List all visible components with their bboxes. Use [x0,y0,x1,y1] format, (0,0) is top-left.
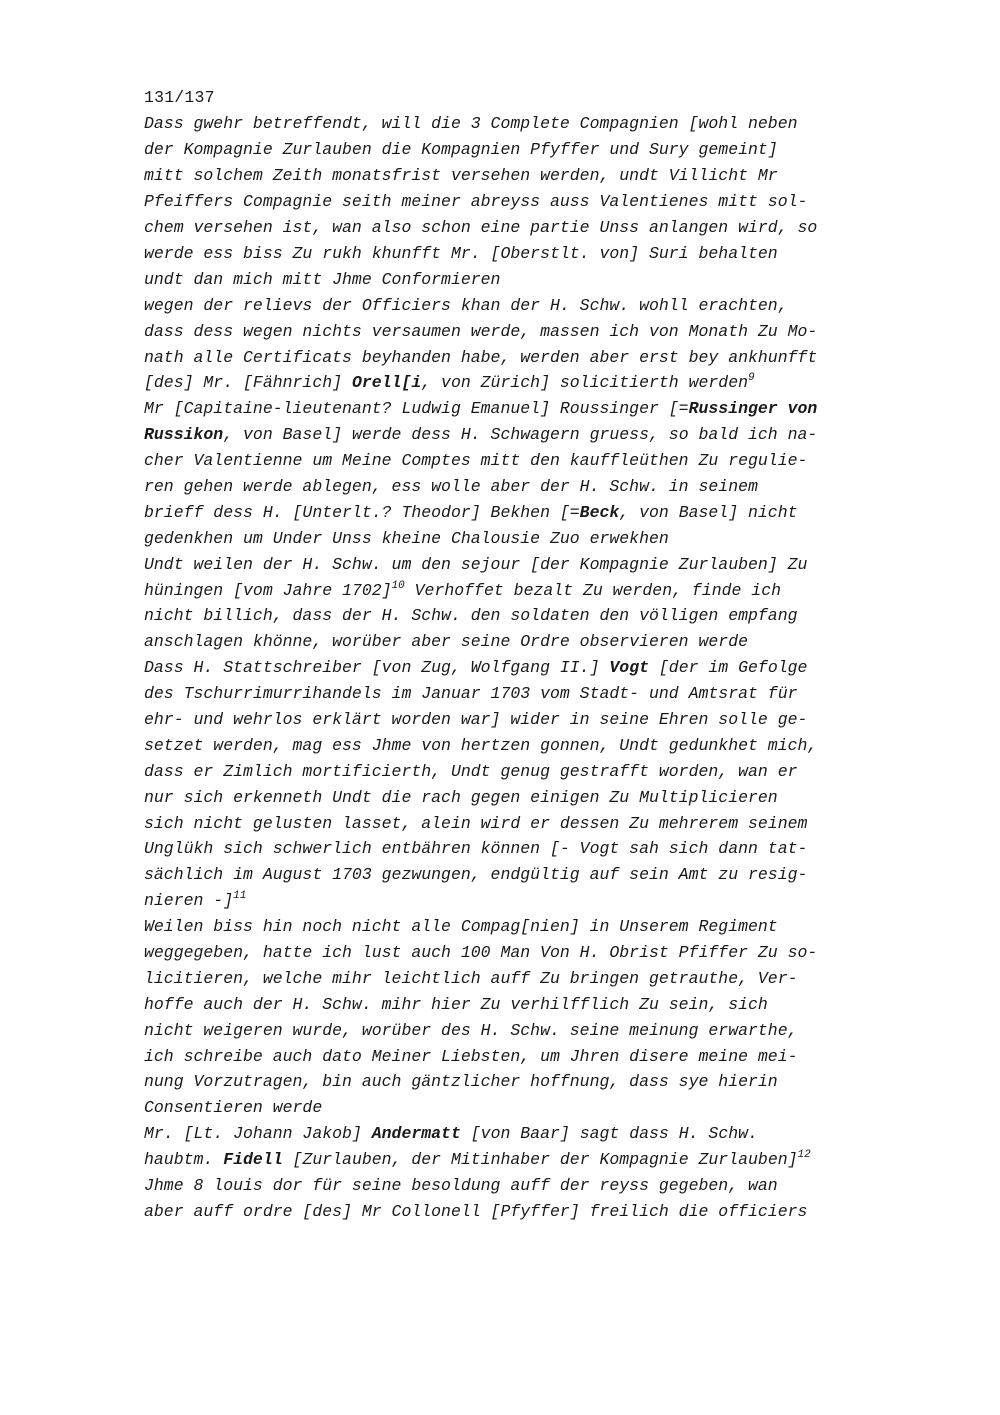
text-segment: Undt weilen der H. Schw. um den sejour [der Kompagnie Zurlauben] Zu [144,554,808,574]
text-line [144,759,914,785]
text-segment: dass dess wegen nichts versaumen werde, massen ich von Monath Zu Mo- [144,321,818,341]
text-segment: , von Zürich] solicitierth werden [421,373,749,393]
text-segment: licitieren, welche mihr leichtlich auff Zu bringen getrauthe, Ver- [144,968,798,988]
text-segment: haubtm. [144,1150,224,1170]
text-line [144,862,914,888]
text-segment: chem versehen ist, wan also schon eine partie Unss anlangen wird, so [144,218,818,238]
text-segment: Mr [Capitaine-lieutenant? Ludwig Emanuel] Roussinger [= [144,399,689,419]
letter-transcription [144,85,914,1225]
footnote-marker: 9 [748,372,755,385]
text-line [144,1018,914,1044]
bold-name: Andermatt [371,1124,461,1144]
text-line [144,578,914,604]
text-segment: nicht billich, dass der H. Schw. den soldaten den völligen empfang [144,606,798,626]
text-segment: Consentieren werde [144,1098,323,1118]
text-segment: hoffe auch der H. Schw. mihr hier Zu verhilfflich Zu sein, sich [144,994,768,1014]
text-line [144,319,914,345]
text-line [144,733,914,759]
text-line [144,396,914,422]
text-line [144,163,914,189]
text-segment: aber auff ordre [des] Mr Collonell [Pfyffer] freilich die officiers [144,1201,808,1221]
text-line [144,422,914,448]
text-line [144,370,914,396]
text-line [144,707,914,733]
text-segment: [von Baar] sagt dass H. Schw. [460,1124,758,1144]
text-line [144,1044,914,1070]
text-line [144,888,914,914]
footnote-marker: 12 [797,1149,811,1162]
text-segment: hüningen [vom Jahre 1702] [144,580,392,600]
text-line [144,992,914,1018]
text-line [144,681,914,707]
text-segment: [des] Mr. [Fähnrich] [144,373,352,393]
text-segment: Dass gwehr betreffendt, will die 3 Complete Compagnien [wohl neben [144,114,798,134]
text-line [144,500,914,526]
text-line [144,655,914,681]
text-segment: setzet werden, mag ess Jhme von hertzen gonnen, Undt gedunkhet mich, [144,735,818,755]
text-line [144,215,914,241]
text-line [144,1069,914,1095]
text-line [144,1199,914,1225]
text-line [144,1147,914,1173]
text-segment: anschlagen khönne, worüber aber seine Ordre observieren werde [144,632,748,652]
text-line [144,241,914,267]
text-line [144,552,914,578]
text-line [144,836,914,862]
bold-name: Fidell [223,1150,283,1170]
text-segment: gedenkhen um Under Unss kheine Chalousie Zuo erwekhen [144,528,669,548]
text-line [144,629,914,655]
text-segment: werde ess biss Zu rukh khunfft Mr. [Oberstlt. von] Suri behalten [144,243,778,263]
text-line [144,940,914,966]
text-segment: sich nicht gelusten lasset, alein wird er dessen Zu mehrerem seinem [144,813,808,833]
text-segment: dass er Zimlich mortificierth, Undt genug gestrafft worden, wan er [144,761,798,781]
text-line [144,914,914,940]
text-line [144,345,914,371]
transcription-body [144,111,914,1224]
text-line [144,526,914,552]
footnote-marker: 11 [233,890,247,903]
text-segment: nicht weigeren wurde, worüber des H. Schw. seine meinung erwarthe, [144,1020,798,1040]
text-segment: der Kompagnie Zurlauben die Kompagnien Pfyffer und Sury gemeint] [144,140,778,160]
text-segment: Mr. [Lt. Johann Jakob] [144,1124,372,1144]
text-segment: ren gehen werde ablegen, ess wolle aber der H. Schw. in seinem [144,476,758,496]
text-segment: ehr- und wehrlos erklärt worden war] wider in seine Ehren solle ge- [144,709,808,729]
text-segment: Weilen biss hin noch nicht alle Compag[nien] in Unserem Regiment [144,917,778,937]
text-segment: cher Valentienne um Meine Comptes mitt den kauffleüthen Zu regulie- [144,451,808,471]
bold-name: Russinger von [688,399,818,419]
text-line [144,966,914,992]
text-segment: sächlich im August 1703 gezwungen, endgültig auf sein Amt zu resig- [144,865,808,885]
text-segment: nieren -] [144,891,234,911]
text-line [144,474,914,500]
text-segment: ich schreibe auch dato Meiner Liebsten, um Jhren disere meine mei- [144,1046,798,1066]
text-segment: nath alle Certificats beyhanden habe, werden aber erst bey ankhunfft [144,347,818,367]
text-segment: [Zurlauben, der Mitinhaber der Kompagnie Zurlauben] [282,1150,798,1170]
text-line [144,811,914,837]
text-segment: nur sich erkenneth Undt die rach gegen einigen Zu Multiplicieren [144,787,778,807]
text-line [144,1173,914,1199]
text-segment: , von Basel] werde dess H. Schwagern gruess, so bald ich na- [223,425,818,445]
bold-name: Russikon [144,425,224,445]
text-segment: des Tschurrimurrihandels im Januar 1703 vom Stadt- und Amtsrat für [144,684,798,704]
text-segment: wegen der relievs der Officiers khan der H. Schw. wohll erachten, [144,295,788,315]
text-segment: brieff dess H. [Unterlt.? Theodor] Bekhen [= [144,502,580,522]
text-segment: Dass H. Stattschreiber [von Zug, Wolfgang II.] [144,658,610,678]
text-segment: undt dan mich mitt Jhme Conformieren [144,269,501,289]
text-line [144,785,914,811]
page-number: 131/137 [144,88,215,107]
text-segment: Jhme 8 louis dor für seine besoldung auff der reyss gegeben, wan [144,1176,778,1195]
text-segment: Unglükh sich schwerlich entbähren können [- Vogt sah sich dann tat- [144,839,808,859]
text-line [144,189,914,215]
text-line [144,293,914,319]
text-segment: nung Vorzutragen, bin auch gäntzlicher hoffnung, dass sye hierin [144,1072,778,1092]
text-segment: Verhoffet bezalt Zu werden, finde ich [404,580,782,600]
text-line [144,1121,914,1147]
text-segment: weggegeben, hatte ich lust auch 100 Man Von H. Obrist Pfiffer Zu so- [144,942,818,962]
text-segment: mitt solchem Zeith monatsfrist versehen werden, undt Villicht Mr [144,166,778,186]
bold-name: Vogt [609,658,649,678]
bold-name: Beck [579,502,620,522]
text-line [144,111,914,137]
text-line [144,137,914,163]
text-line [144,448,914,474]
text-line [144,1095,914,1121]
text-line [144,603,914,629]
text-segment: , von Basel] nicht [619,502,798,522]
bold-name: Orell[i [351,373,422,393]
footnote-marker: 10 [391,579,405,592]
text-segment: [der im Gefolge [649,658,808,678]
text-line [144,267,914,293]
text-segment: Pfeiffers Compagnie seith meiner abreyss auss Valentienes mitt sol- [144,192,808,212]
